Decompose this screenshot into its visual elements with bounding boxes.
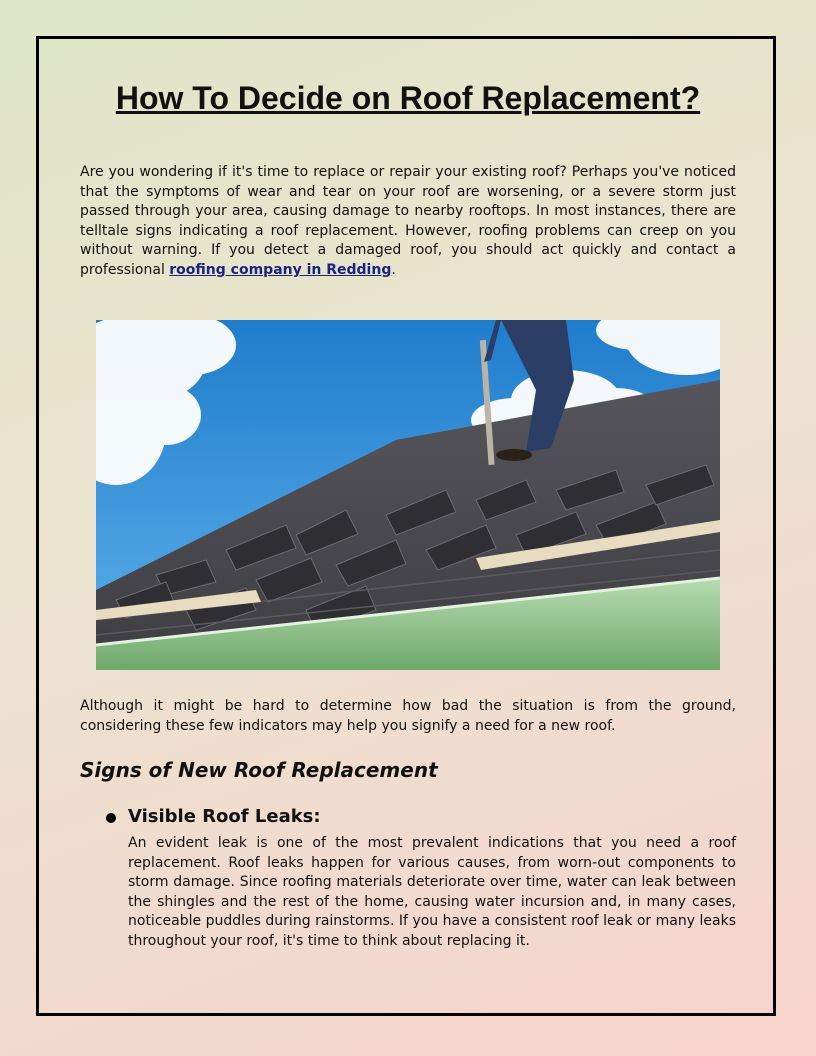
intro-text: Are you wondering if it's time to replace or repair your existing roof? Perhaps you've noticed that the symptoms of wear and tear on your roof are worsening, or a severe storm just passed through your area, causing damage to nearby rooftops. In most instances, there are telltale signs indicating a roof replacement. However, roofing problems can creep on you without warning. If you detect a damaged roof, you should act quickly and contact a professional (80, 164, 736, 278)
after-photo-paragraph: Although it might be hard to determine how bad the situation is from the ground, considering these few indicators may help you signify a need for a new roof. (80, 698, 736, 734)
list-item-text: An evident leak is one of the most prevalent indications that you need a roof replacement. Roof leaks happen for various causes, from worn-out components to storm damage. Since roofing materials deteriorate over time, water can leak between the shingles and the rest of the home, causing water incursion and, in many cases, noticeable puddles during rainstorms. If you have a consistent roof leak or many leaks throughout your roof, it's time to think about replacing it. (128, 835, 736, 949)
roof-photo (96, 320, 720, 670)
list-item-heading: Visible Roof Leaks: (128, 806, 321, 827)
bullet-icon (106, 813, 116, 823)
roofing-company-link[interactable]: roofing company in Redding (169, 261, 392, 278)
intro-paragraph (80, 163, 736, 281)
page-title: How To Decide on Roof Replacement? (115, 80, 701, 116)
intro-text-end: . (391, 261, 396, 278)
section-heading: Signs of New Roof Replacement (80, 758, 438, 782)
